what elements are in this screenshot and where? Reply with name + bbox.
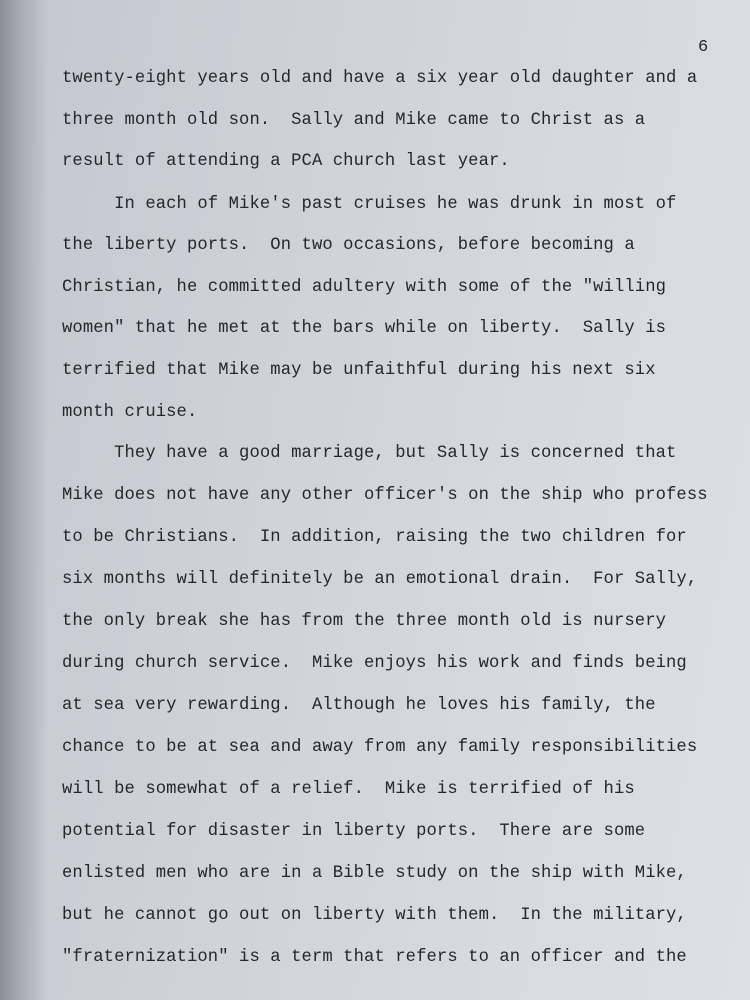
text-line: Mike does not have any other officer's on the ship who profess — [62, 486, 708, 505]
text-line: chance to be at sea and away from any family responsibilities — [62, 738, 698, 757]
text-line: will be somewhat of a relief. Mike is terrified of his — [62, 780, 635, 799]
text-line: the liberty ports. On two occasions, before becoming a — [62, 236, 635, 255]
text-line: potential for disaster in liberty ports. There are some — [62, 822, 646, 841]
text-line: but he cannot go out on liberty with them. In the military, — [62, 906, 687, 925]
text-line: month cruise. — [62, 403, 198, 422]
text-line: twenty-eight years old and have a six year old daughter and a — [62, 69, 698, 88]
text-line: Christian, he committed adultery with some of the "willing — [62, 278, 667, 297]
page-number: 6 — [698, 38, 709, 57]
text-line: during church service. Mike enjoys his work and finds being — [62, 654, 687, 673]
text-line: enlisted men who are in a Bible study on the ship with Mike, — [62, 864, 687, 883]
text-line: They have a good marriage, but Sally is concerned that — [62, 444, 677, 463]
text-line: result of attending a PCA church last year. — [62, 152, 510, 171]
text-line: six months will definitely be an emotional drain. For Sally, — [62, 570, 698, 589]
text-line: three month old son. Sally and Mike came to Christ as a — [62, 111, 646, 130]
text-line: "fraternization" is a term that refers to an officer and the — [62, 948, 687, 967]
text-line: terrified that Mike may be unfaithful during his next six — [62, 361, 656, 380]
text-line: In each of Mike's past cruises he was drunk in most of — [62, 195, 677, 214]
binding-shadow — [0, 0, 48, 1000]
text-line: at sea very rewarding. Although he loves his family, the — [62, 696, 656, 715]
text-line: women" that he met at the bars while on liberty. Sally is — [62, 319, 667, 338]
text-line: to be Christians. In addition, raising the two children for — [62, 528, 687, 547]
text-line: the only break she has from the three month old is nursery — [62, 612, 667, 631]
